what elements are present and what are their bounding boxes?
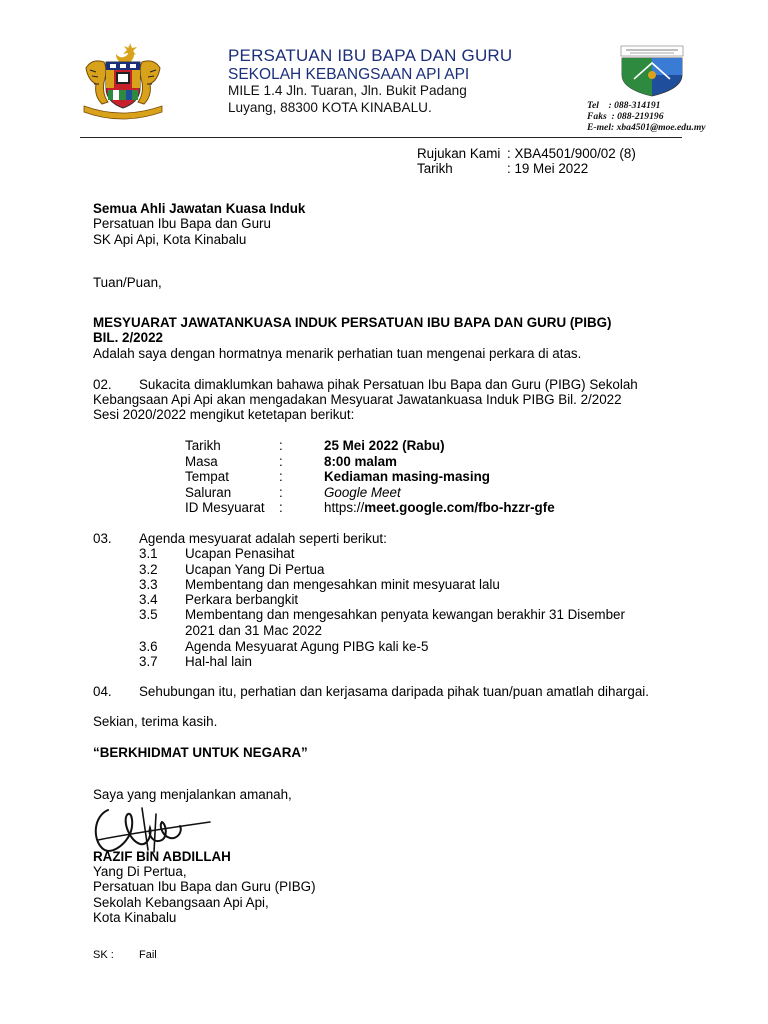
contact-faks: Faks : 088-219196 <box>587 111 664 122</box>
malaysia-coat-of-arms-icon <box>80 40 166 122</box>
detail-label: Masa <box>185 454 218 469</box>
para-02-line-3: Sesi 2020/2022 mengikut ketetapan berikut: <box>93 407 355 422</box>
para-03-intro: Agenda mesyuarat adalah seperti berikut: <box>139 531 387 546</box>
signatory-title-2: Persatuan Ibu Bapa dan Guru (PIBG) <box>93 879 316 894</box>
detail-separator: : <box>279 485 283 500</box>
agenda-number: 3.5 <box>139 607 158 622</box>
school-name: SEKOLAH KEBANGSAAN API API <box>228 66 470 83</box>
recipient-line-2: Persatuan Ibu Bapa dan Guru <box>93 216 271 231</box>
detail-separator: : <box>279 454 283 469</box>
signatory-title-4: Kota Kinabalu <box>93 910 177 925</box>
para-02-line-2: Kebangsaan Api Api akan mengadakan Mesyuarat Jawatankuasa Induk PIBG Bil. 2/2022 <box>93 392 622 407</box>
trust-line: Saya yang menjalankan amanah, <box>93 787 292 802</box>
detail-value-masa: 8:00 malam <box>324 454 397 469</box>
meeting-link[interactable]: https://meet.google.com/fbo-hzzr-gfe <box>324 500 555 515</box>
agenda-item: Agenda Mesyuarat Agung PIBG kali ke-5 <box>185 639 429 654</box>
para-04-text: Sehubungan itu, perhatian dan kerjasama daripada pihak tuan/puan amatlah dihargai. <box>139 684 649 699</box>
para-02-line-1: Sukacita dimaklumkan bahawa pihak Persatuan Ibu Bapa dan Guru (PIBG) Sekolah <box>139 377 638 392</box>
contact-email: E-mel: xba4501@moe.edu.my <box>587 122 706 133</box>
detail-separator: : <box>279 500 283 515</box>
agenda-item: Membentang dan mengesahkan penyata kewangan berakhir 31 Disember <box>185 607 625 622</box>
reference-tarikh-label: Tarikh <box>417 161 453 176</box>
reference-tarikh-value: : 19 Mei 2022 <box>507 161 589 176</box>
reference-rujukan-label: Rujukan Kami <box>417 146 501 161</box>
agenda-item: Perkara berbangkit <box>185 592 299 607</box>
detail-label: Tempat <box>185 469 229 484</box>
address-line-2: Luyang, 88300 KOTA KINABALU. <box>228 100 432 115</box>
detail-label: ID Mesyuarat <box>185 500 265 515</box>
agenda-number: 3.1 <box>139 546 158 561</box>
agenda-item-continuation: 2021 dan 31 Mac 2022 <box>185 623 322 638</box>
detail-value-tempat: Kediaman masing-masing <box>324 469 490 484</box>
footer-sk-value: Fail <box>139 949 157 961</box>
footer-sk-label: SK : <box>93 949 114 961</box>
para-03-number: 03. <box>93 531 112 546</box>
agenda-number: 3.2 <box>139 562 158 577</box>
recipient-line-1: Semua Ahli Jawatan Kuasa Induk <box>93 201 306 216</box>
agenda-item: Ucapan Penasihat <box>185 546 295 561</box>
motto: “BERKHIDMAT UNTUK NEGARA” <box>93 745 308 760</box>
agenda-number: 3.3 <box>139 577 158 592</box>
detail-label: Tarikh <box>185 438 221 453</box>
salutation: Tuan/Puan, <box>93 275 162 290</box>
agenda-item: Ucapan Yang Di Pertua <box>185 562 325 577</box>
para-02-number: 02. <box>93 377 112 392</box>
para-04-number: 04. <box>93 684 112 699</box>
agenda-number: 3.4 <box>139 592 158 607</box>
org-name: PERSATUAN IBU BAPA DAN GURU <box>228 46 513 65</box>
subject-line-2: BIL. 2/2022 <box>93 330 163 345</box>
signatory-name: RAZIF BIN ABDILLAH <box>93 849 231 864</box>
detail-label: Saluran <box>185 485 232 500</box>
letterhead-divider <box>80 137 682 138</box>
recipient-line-3: SK Api Api, Kota Kinabalu <box>93 232 247 247</box>
detail-separator: : <box>279 469 283 484</box>
detail-value-tarikh: 25 Mei 2022 (Rabu) <box>324 438 445 453</box>
subject-line-1: MESYUARAT JAWATANKUASA INDUK PERSATUAN IBU BAPA DAN GURU (PIBG) <box>93 315 612 330</box>
agenda-item: Hal-hal lain <box>185 654 252 669</box>
detail-separator: : <box>279 438 283 453</box>
signatory-title-1: Yang Di Pertua, <box>93 864 187 879</box>
school-crest-icon <box>620 45 684 97</box>
intro-paragraph: Adalah saya dengan hormatnya menarik perhatian tuan mengenai perkara di atas. <box>93 346 582 361</box>
detail-value-saluran: Google Meet <box>324 485 401 500</box>
contact-tel: Tel : 088-314191 <box>587 100 661 111</box>
reference-rujukan-value: : XBA4501/900/02 (8) <box>507 146 636 161</box>
agenda-number: 3.6 <box>139 639 158 654</box>
agenda-item: Membentang dan mengesahkan minit mesyuarat lalu <box>185 577 500 592</box>
address-line-1: MILE 1.4 Jln. Tuaran, Jln. Bukit Padang <box>228 83 467 98</box>
closing: Sekian, terima kasih. <box>93 714 218 729</box>
signatory-title-3: Sekolah Kebangsaan Api Api, <box>93 895 269 910</box>
agenda-number: 3.7 <box>139 654 158 669</box>
